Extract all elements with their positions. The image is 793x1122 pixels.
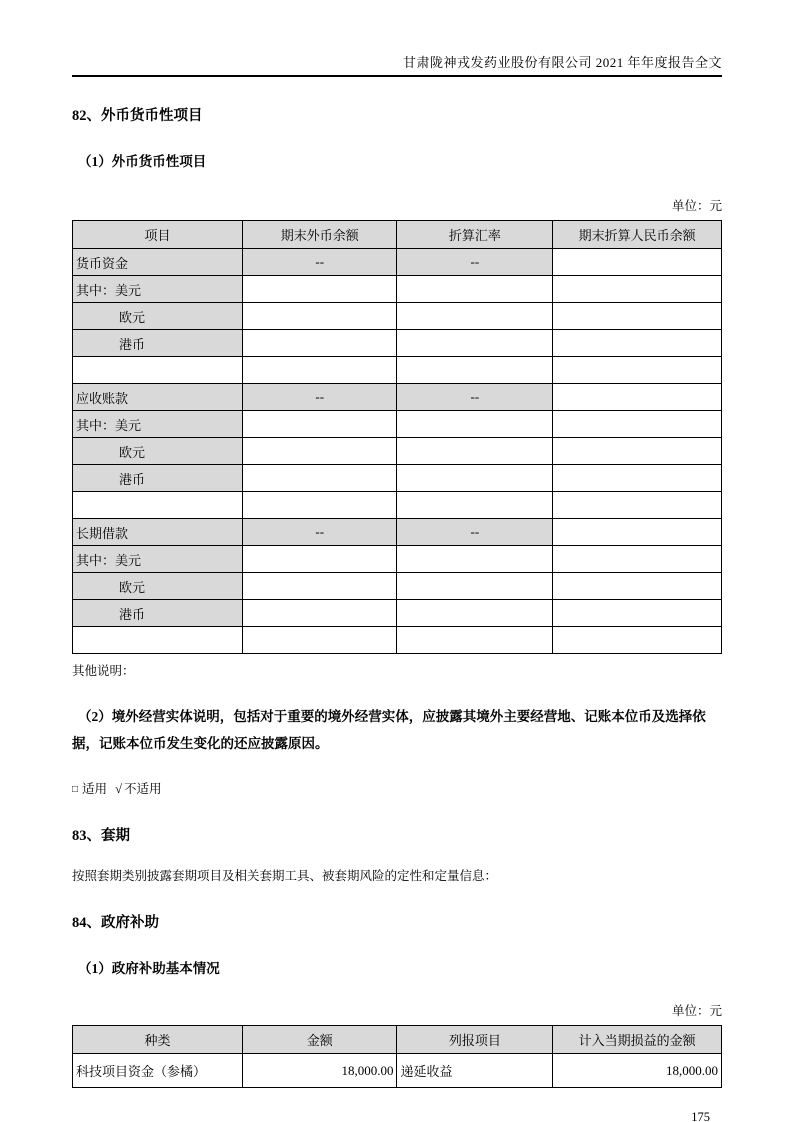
table-cell	[397, 303, 553, 330]
table-cell: 货币资金	[73, 249, 243, 276]
table-cell	[397, 573, 553, 600]
table-row	[73, 627, 722, 654]
table-cell: 长期借款	[73, 519, 243, 546]
table-cell	[397, 627, 553, 654]
table-cell	[243, 411, 397, 438]
section-82-sub2-heading: （2）境外经营实体说明，包括对于重要的境外经营实体，应披露其境外主要经营地、记账本位币及选择依据，记账本位币发生变化的还应披露原因。	[72, 709, 706, 751]
table-cell	[397, 438, 553, 465]
table-row	[73, 573, 722, 600]
applicability-line	[72, 779, 722, 797]
column-header: 期末折算人民币余额	[553, 221, 722, 249]
table-cell	[553, 357, 722, 384]
table-cell	[553, 492, 722, 519]
table-cell	[397, 330, 553, 357]
table-cell	[553, 330, 722, 357]
table-cell	[397, 411, 553, 438]
table-row	[73, 357, 722, 384]
table-cell	[397, 357, 553, 384]
table-row	[73, 411, 722, 438]
table-cell	[243, 303, 397, 330]
table-cell	[243, 600, 397, 627]
header-row	[73, 221, 722, 249]
table-cell: 科技项目资金（参橘）	[73, 1054, 243, 1088]
other-note: 其他说明：	[72, 664, 135, 678]
unit-label-gov: 单位：元	[671, 1004, 722, 1018]
table-cell: --	[243, 249, 397, 276]
table-row	[73, 330, 722, 357]
table-cell	[397, 492, 553, 519]
table-row	[73, 384, 722, 411]
table-cell	[553, 465, 722, 492]
government-grant-table	[72, 1025, 722, 1088]
section-83-body: 按照套期类别披露套期项目及相关套期工具、被套期风险的定性和定量信息：	[72, 869, 498, 883]
table-cell	[243, 465, 397, 492]
table-cell	[553, 519, 722, 546]
table-cell	[73, 627, 243, 654]
doc-title: 甘肃陇神戎发药业股份有限公司 2021 年年度报告全文	[402, 55, 722, 70]
table-row	[73, 1054, 722, 1088]
check-icon: √	[115, 782, 122, 796]
column-header: 折算汇率	[397, 221, 553, 249]
not-apply-label: 不适用	[123, 782, 162, 796]
table-cell: 欧元	[73, 303, 243, 330]
table-cell	[397, 276, 553, 303]
table-cell	[553, 627, 722, 654]
table-cell	[73, 492, 243, 519]
checkbox-unchecked-icon: □	[72, 784, 79, 795]
table-cell: 其中：美元	[73, 546, 243, 573]
column-header: 金额	[243, 1026, 397, 1054]
table-cell	[243, 627, 397, 654]
table-cell	[397, 465, 553, 492]
header-rule	[72, 75, 722, 77]
table-row	[73, 249, 722, 276]
table-cell: 欧元	[73, 573, 243, 600]
table-row	[73, 519, 722, 546]
column-header: 项目	[73, 221, 243, 249]
table-cell: --	[397, 519, 553, 546]
table-cell	[243, 438, 397, 465]
table-cell	[553, 249, 722, 276]
table-cell	[73, 357, 243, 384]
table-cell	[553, 600, 722, 627]
page-header	[72, 0, 722, 71]
table-cell: 港币	[73, 465, 243, 492]
table-row	[73, 465, 722, 492]
table-cell	[243, 573, 397, 600]
table-cell	[553, 276, 722, 303]
section-84-heading: 84、政府补助	[72, 915, 159, 931]
table-cell: 18,000.00	[243, 1054, 397, 1088]
section-83-heading: 83、套期	[72, 828, 130, 844]
table-cell	[243, 276, 397, 303]
table-cell	[397, 600, 553, 627]
table-cell: 港币	[73, 330, 243, 357]
column-header: 计入当期损益的金额	[553, 1026, 722, 1054]
foreign-currency-table	[72, 220, 722, 654]
table-row	[73, 303, 722, 330]
table-cell: --	[243, 384, 397, 411]
table-cell: 其中：美元	[73, 411, 243, 438]
table-cell: 应收账款	[73, 384, 243, 411]
column-header: 期末外币余额	[243, 221, 397, 249]
table-row	[73, 546, 722, 573]
table-cell: 其中：美元	[73, 276, 243, 303]
apply-label: 适用	[82, 782, 108, 796]
header-row	[73, 1026, 722, 1054]
table-cell: --	[397, 384, 553, 411]
column-header: 种类	[73, 1026, 243, 1054]
column-header: 列报项目	[397, 1026, 553, 1054]
table-cell	[553, 384, 722, 411]
table-row	[73, 600, 722, 627]
page-number: 175	[691, 1110, 710, 1122]
table-cell	[397, 546, 553, 573]
section-84-sub1-heading: （1）政府补助基本情况	[78, 961, 220, 976]
table-cell	[553, 438, 722, 465]
table-cell	[553, 303, 722, 330]
unit-label-fx: 单位：元	[671, 199, 722, 213]
table-row	[73, 492, 722, 519]
table-cell: 18,000.00	[553, 1054, 722, 1088]
table-cell: 港币	[73, 600, 243, 627]
table-cell	[243, 492, 397, 519]
table-row	[73, 438, 722, 465]
table-cell: 递延收益	[397, 1054, 553, 1088]
section-82-sub1-heading: （1）外币货币性项目	[78, 154, 207, 169]
table-cell	[553, 546, 722, 573]
table-row	[73, 276, 722, 303]
section-82-heading: 82、外币货币性项目	[72, 108, 203, 124]
table-cell	[243, 357, 397, 384]
table-cell: 欧元	[73, 438, 243, 465]
table-cell	[553, 573, 722, 600]
table-cell	[553, 411, 722, 438]
table-cell	[243, 330, 397, 357]
table-cell	[243, 546, 397, 573]
table-cell: --	[243, 519, 397, 546]
table-cell: --	[397, 249, 553, 276]
